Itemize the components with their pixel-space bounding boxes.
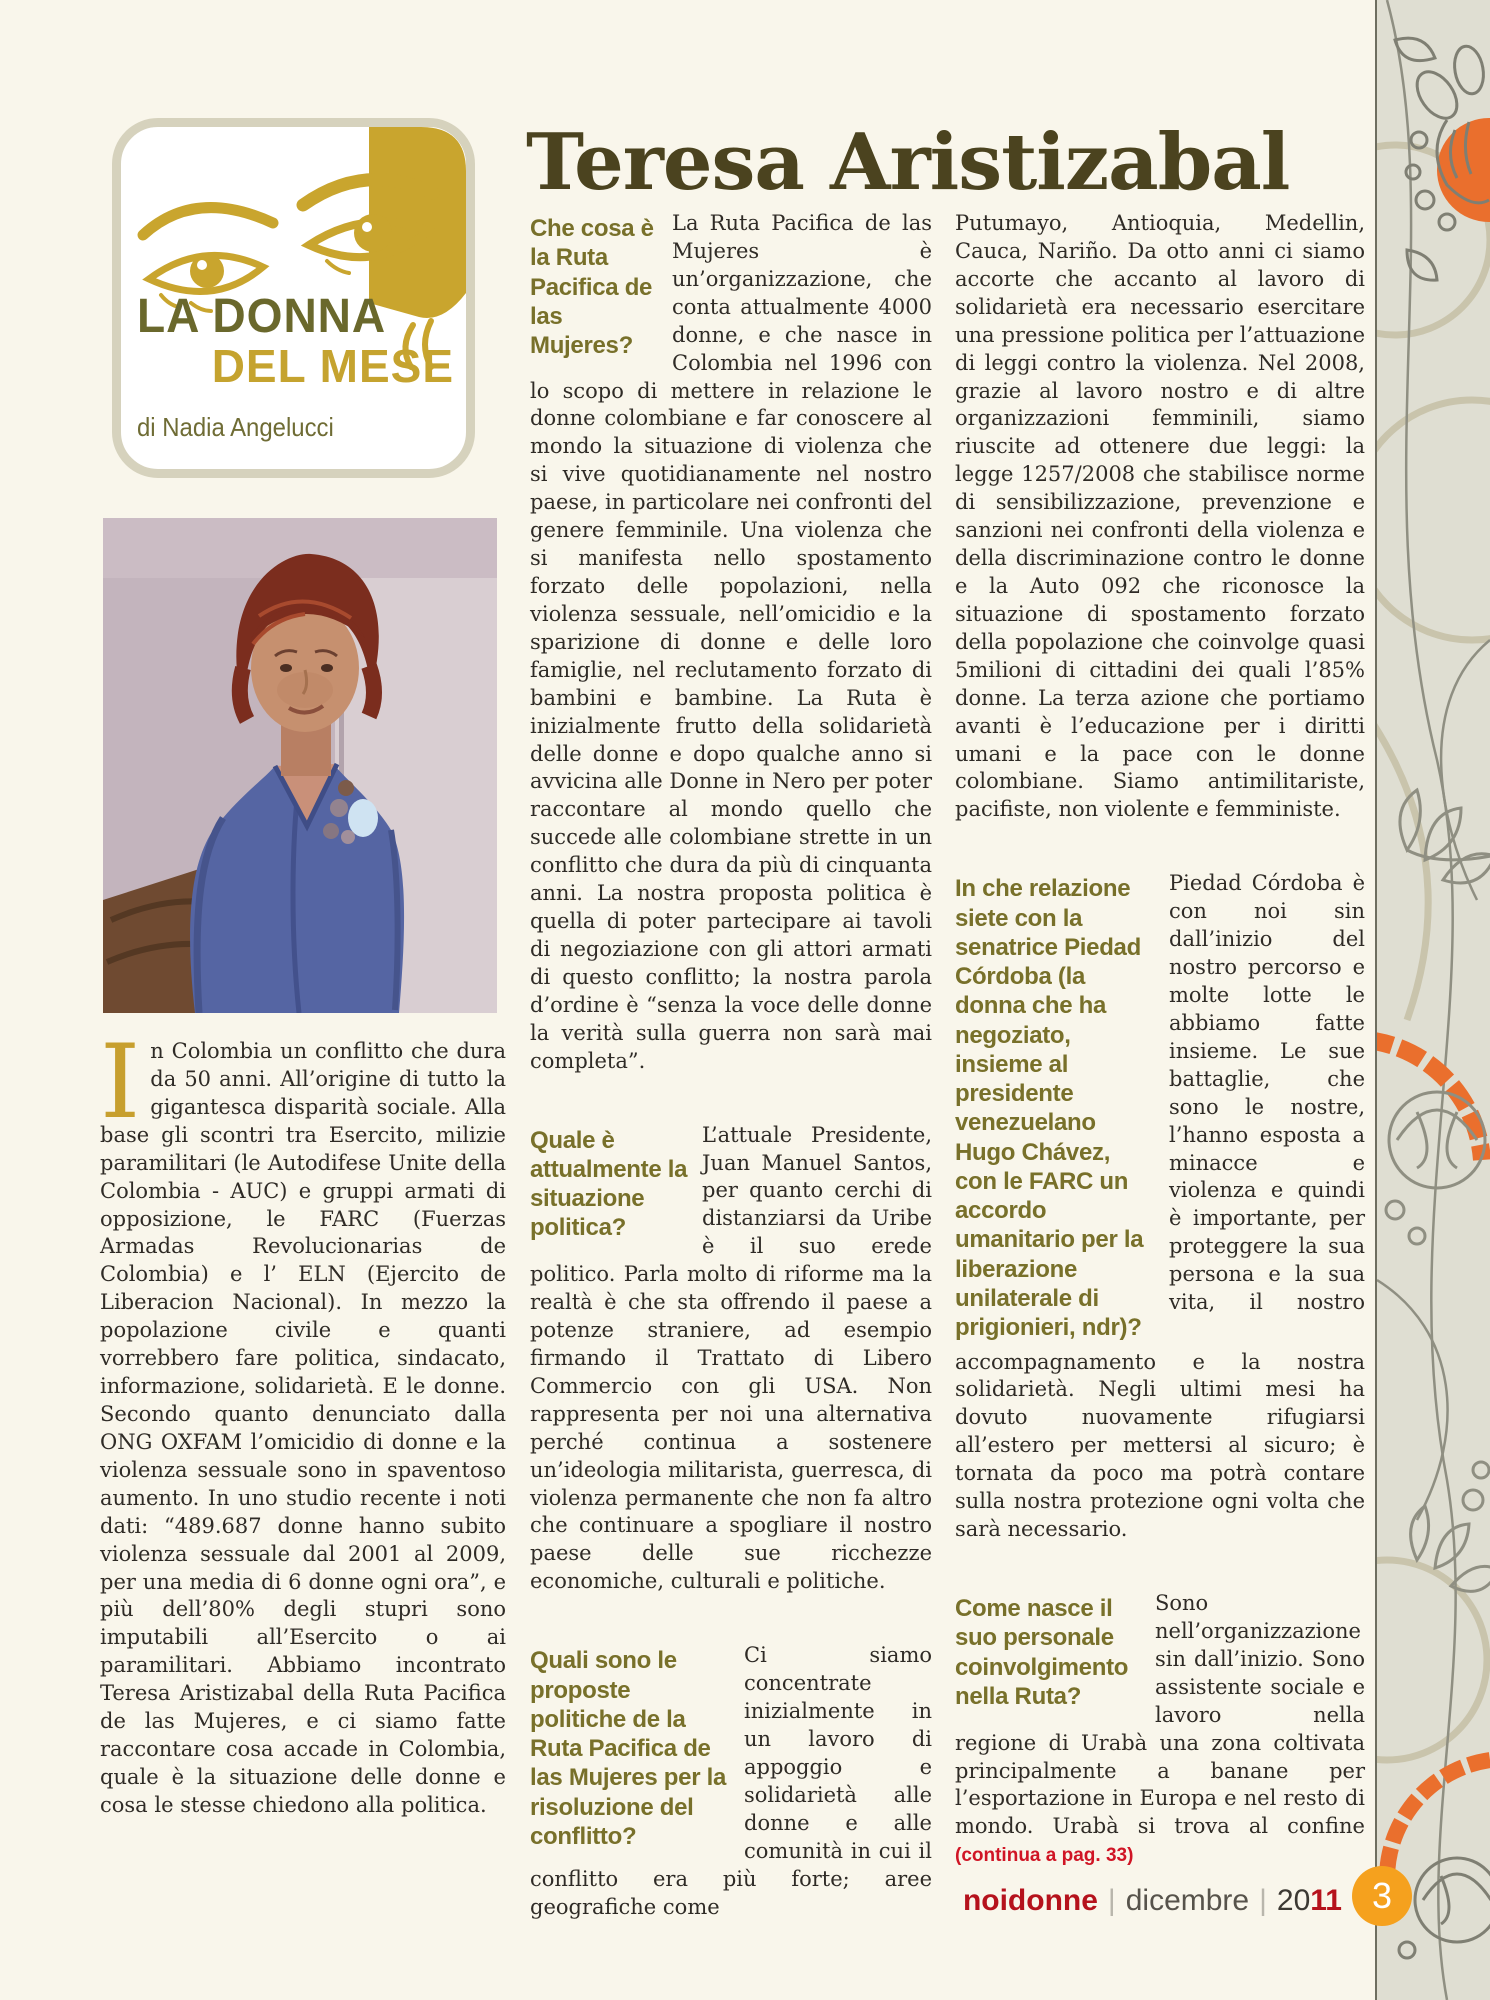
answer-text: Piedad Córdoba è con noi sin dall’inizio del nostro percorso e molte lotte le abbiamo fatte insieme. Le sue battaglie, che sono le nostre, l’hanno esposta a minacce e violenza e quindi è importante, per proteggere la sua persona e la sua vita, il nostro accompagnamento e la nostra solidarietà. Negli ultimi mesi ha dovuto nuovamente rifugiarsi all’estero per mettersi al sicuro; è tornata da poco ma potrà contare sulla nostra protezione ogni volta che sarà necessario. [955, 871, 1365, 1542]
answer-text: Sono nell’organizzazione sin dall’inizio. Sono assistente sociale e lavoro nella regione di Urabà una zona coltivata principalmente a banane per l’esportazione in Europa e nel resto di mondo. Urabà si trova al confine (continua a pag. 33) [955, 1590, 1365, 1867]
intro-paragraph [100, 1023, 506, 1820]
footer [963, 1884, 1342, 1918]
footer-separator: | [1107, 1884, 1116, 1917]
answer-continuation: Putumayo, Antioquia, Medellin, Cauca, Nariño. Da otto anni ci siamo accorte che accanto al lavoro di solidarietà era necessario esercitare una pressione politica per l’attuazione di leggi contro la violenza. Nel 2008, grazie al lavoro nostro e di altre organizzazioni femminili, siamo riuscite ad ottenere due leggi: la legge 1257/2008 che stabilisce norme di sensibilizzazione, prevenzione e sanzioni nei confronti della violenza e della discriminazione contro le donne e la Auto 092 che riconosce la situazione di spostamento forzato della popolazione che coinvolge quasi 5milioni di cittadini dei quali l’85% donne. La terza azione che portiamo avanti è l’educazione per i diritti umani e la pace con le donne colombiane. Siamo antimilitariste, pacifiste, non violente e femministe. [955, 211, 1365, 822]
footer-year-accent: 11 [1310, 1884, 1342, 1917]
footer-month: dicembre [1125, 1884, 1250, 1917]
continued-on-page-note: (continua a pag. 33) [955, 1845, 1134, 1867]
qa-block-3 [530, 1642, 932, 1921]
rubric-logo-box [112, 118, 475, 478]
question-label: Che cosa è la Ruta Pacifica de las Mujeres? [530, 215, 654, 360]
page-number: 3 [1371, 1875, 1393, 1916]
footer-separator: | [1259, 1884, 1267, 1917]
answer-text: Ci siamo concentrate inizialmente in un lavoro di appoggio e solidarietà alle donne e alle comunità in cui il conflitto era più forte; aree geografiche come [530, 1643, 932, 1919]
portrait-photo [103, 518, 497, 1013]
question-label: Come nasce il suo personale coinvolgimento nella Ruta? [955, 1594, 1129, 1710]
portrait-illustration [103, 518, 497, 1013]
page-number-badge [1352, 1866, 1412, 1926]
footer-year: 20 [1276, 1884, 1311, 1917]
magazine-brand: noidonne [962, 1884, 1098, 1917]
rubric-title [137, 290, 454, 443]
question-label: In che relazione siete con la senatrice Piedad Córdoba (la donna che ha negoziato, insieme al presidente venezuelano Hugo Chávez, con le FARC un accordo umanitario per la liberazione unilaterale di prigionieri, ndr)? [955, 875, 1144, 1342]
floral-pattern [1377, 0, 1490, 2000]
qa-block-1 [530, 210, 932, 1076]
page-title: Teresa Aristizabal [526, 117, 1290, 209]
answer-text: L’attuale Presidente, Juan Manuel Santos, per quanto cerchi di distanziarsi da Uribe è il suo erede politico. Parla molto di riforme ma la realtà è che sta offrendo il paese a potenze straniere, ad esempio firmando il Trattato di Libero Commercio con gli USA. Non rappresenta per noi una alternativa perché continua a sostenere un’ideologia militarista, guerresca, di violenza permanente che non fa altro che continuare a spogliare il nostro paese delle sue ricchezze economiche, culturali e politiche. [530, 1122, 932, 1594]
qa-block-4 [955, 870, 1365, 1544]
drop-cap: I [100, 1023, 141, 1142]
question-label: Quali sono le proposte politiche de la Ruta Pacifica de las Mujeres per la risoluzione del conflitto? [530, 1647, 727, 1850]
rubric-line-del-mese: DEL MESE [211, 339, 454, 392]
answer-text: La Ruta Pacifica de las Mujeres è un’organizzazione, che conta attualmente 4000 donne, e che nasce in Colombia nel 1996 con lo scopo di mettere in relazione le donne colombiane e far conoscere al mondo la situazione di violenza che si vive quotidianamente nel nostro paese, in particolare nei confronti del genere femminile. Una violenza che si manifesta nello spostamento forzato delle popolazioni, nella violenza sessuale, nell’omicidio e la sparizione di donne e delle loro famiglie, nel reclutamento forzato di bambini e bambine. La Ruta è inizialmente frutto della solidarietà delle donne e dopo qualche anno si avvicina alle Donne in Nero per poter raccontare al mondo quello che succede alle colombiane strette in un conflitto che dura da più di cinquanta anni. La nostra proposta politica è quella di poter partecipare ai tavoli di negoziazione con gli attori armati di questo conflitto; la nostra parola d’ordine è “senza la voce delle donne la verità sulla guerra non sarà mai completa”. [530, 211, 932, 1073]
decorative-pattern-strip [1375, 0, 1490, 2000]
question-label: Quale è attualmente la situazione politica? [530, 1126, 688, 1242]
article-column-1 [530, 210, 932, 1921]
article-column-2 [955, 210, 1365, 1869]
qa-block-5 [955, 1590, 1365, 1869]
intro-text: n Colombia un conflitto che dura da 50 anni. All’origine di tutto la gigantesca disparità sociale. Alla base gli scontri tra Esercito, milizie paramilitari (le Autodifese Unite della Colombia - AUC) e gruppi armati di opposizione, le FARC (Fuerzas Armadas Revolucionarias de Colombia) e l’ ELN (Ejercito de Liberacion Nacional). In mezzo la popolazione civile e quanti vorrebbero fare politica, sindacato, informazione, solidarietà. E le donne. Secondo quanto denunciato dalla ONG OXFAM l’omicidio di donne e la violenza sessuale sono in spaventoso aumento. In uno studio recente i noti dati: “489.687 donne hanno subito violenza sessuale dal 2001 al 2009, per una media di 6 donne ogni ora”, e più dell’80% degli stupri sono imputabili all’Esercito o ai paramilitari. Abbiamo incontrato Teresa Aristizabal della Ruta Pacifica de las Mujeres, e ci siamo fatte raccontare cosa accade in Colombia, quale è la situazione delle donne e cosa le stesse chiedono alla politica. [100, 1039, 506, 1817]
author-byline: di Nadia Angelucci [137, 412, 334, 443]
rubric-line-la-donna: LA DONNA [137, 290, 387, 343]
qa-block-2 [530, 1122, 932, 1597]
